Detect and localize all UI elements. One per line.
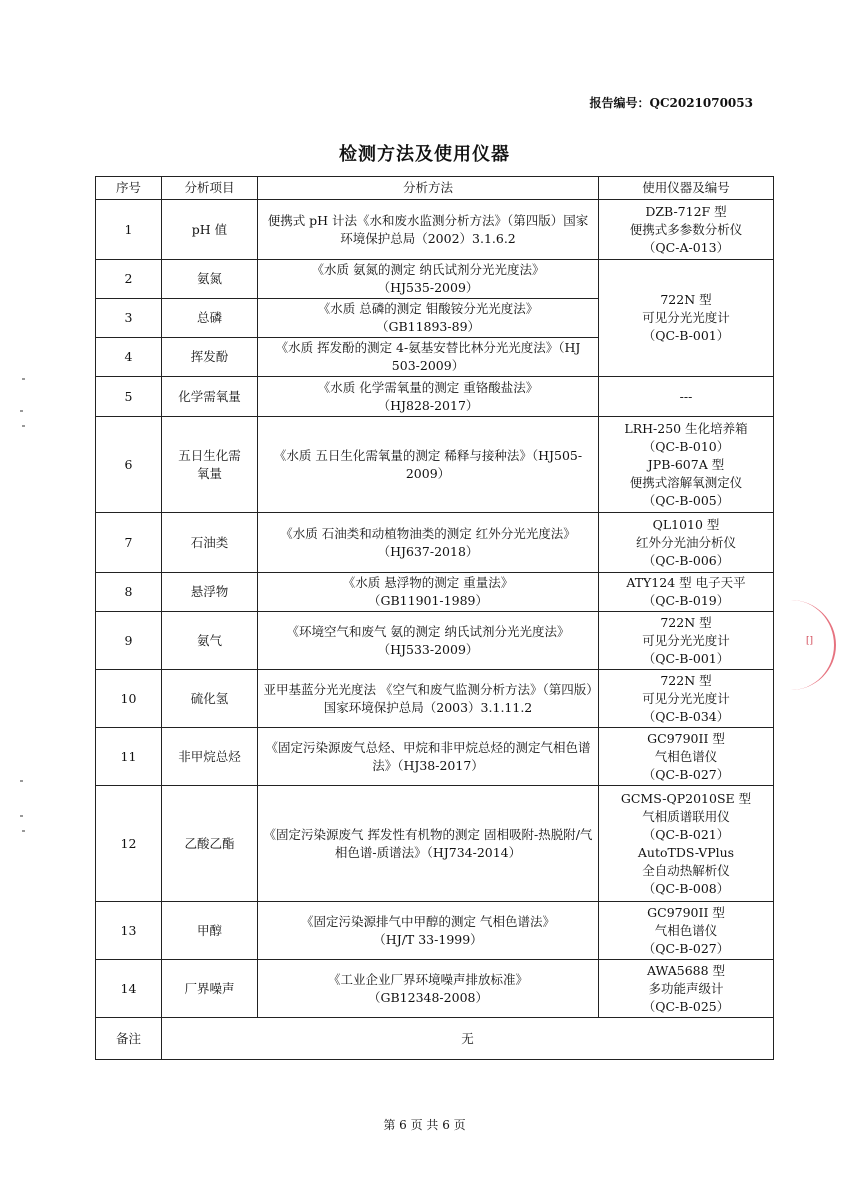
- table-row: [96, 260, 774, 299]
- report-number: 报告编号：QC2021070053: [589, 96, 753, 110]
- row-method: 《固定污染源废气 挥发性有机物的测定 固相吸附-热脱附/气相色谱-质谱法》（HJ734-2014）: [258, 786, 599, 902]
- row-method: 《水质 化学需氧量的测定 重铬酸盐法》 （HJ828-2017）: [258, 377, 599, 417]
- row-no: 9: [96, 612, 162, 670]
- row-item: 悬浮物: [162, 573, 258, 612]
- row-item: 非甲烷总烃: [162, 728, 258, 786]
- row-instrument: 722N 型 可见分光光度计 （QC-B-034）: [599, 670, 774, 728]
- row-method: 《水质 挥发酚的测定 4-氨基安替比林分光光度法》（HJ 503-2009）: [258, 338, 599, 377]
- table-row: [96, 200, 774, 260]
- row-instrument: 722N 型 可见分光光度计 （QC-B-001）: [599, 612, 774, 670]
- row-no: 13: [96, 902, 162, 960]
- row-no: 3: [96, 299, 162, 338]
- row-item: pH 值: [162, 200, 258, 260]
- table-row: [96, 670, 774, 728]
- table-row: [96, 612, 774, 670]
- table-row: [96, 902, 774, 960]
- row-item: 氨气: [162, 612, 258, 670]
- row-instrument: 722N 型 可见分光光度计 （QC-B-001）: [599, 260, 774, 377]
- scan-speck: [20, 780, 23, 782]
- row-instrument: ---: [599, 377, 774, 417]
- row-item: 五日生化需 氧量: [162, 417, 258, 513]
- remark-value: 无: [162, 1018, 774, 1060]
- scan-speck: [20, 410, 23, 412]
- seal-stamp-mark: []: [806, 636, 814, 646]
- table-header-row: [96, 177, 774, 200]
- header-method: 分析方法: [258, 177, 599, 200]
- row-instrument: GC9790II 型 气相色谱仪 （QC-B-027）: [599, 728, 774, 786]
- row-instrument: GCMS-QP2010SE 型 气相质谱联用仪 （QC-B-021） AutoTDS-VPlus 全自动热解析仪 （QC-B-008）: [599, 786, 774, 902]
- row-instrument: LRH-250 生化培养箱 （QC-B-010） JPB-607A 型 便携式溶解氧测定仪 （QC-B-005）: [599, 417, 774, 513]
- row-method: 《环境空气和废气 氨的测定 纳氏试剂分光光度法》（HJ533-2009）: [258, 612, 599, 670]
- scan-speck: [22, 830, 25, 832]
- row-no: 10: [96, 670, 162, 728]
- row-no: 2: [96, 260, 162, 299]
- row-method: 《水质 五日生化需氧量的测定 稀释与接种法》（HJ505-2009）: [258, 417, 599, 513]
- header-no: 序号: [96, 177, 162, 200]
- table-row: [96, 786, 774, 902]
- header-instrument: 使用仪器及编号: [599, 177, 774, 200]
- row-no: 8: [96, 573, 162, 612]
- row-item: 化学需氧量: [162, 377, 258, 417]
- row-method: 《固定污染源废气总烃、甲烷和非甲烷总烃的测定气相色谱法》（HJ38-2017）: [258, 728, 599, 786]
- scan-speck: [20, 815, 23, 817]
- row-no: 4: [96, 338, 162, 377]
- row-method: 亚甲基蓝分光光度法 《空气和废气监测分析方法》（第四版）国家环境保护总局（2003）3.1.11.2: [258, 670, 599, 728]
- row-method: 《水质 总磷的测定 钼酸铵分光光度法》 （GB11893-89）: [258, 299, 599, 338]
- row-method: 《固定污染源排气中甲醇的测定 气相色谱法》 （HJ/T 33-1999）: [258, 902, 599, 960]
- row-method: 《水质 氨氮的测定 纳氏试剂分光光度法》 （HJ535-2009）: [258, 260, 599, 299]
- row-instrument: AWA5688 型 多功能声级计 （QC-B-025）: [599, 960, 774, 1018]
- table-row: [96, 417, 774, 513]
- row-instrument: DZB-712F 型 便携式多参数分析仪 （QC-A-013）: [599, 200, 774, 260]
- row-no: 5: [96, 377, 162, 417]
- remark-row: [96, 1018, 774, 1060]
- row-item: 挥发酚: [162, 338, 258, 377]
- row-instrument: ATY124 型 电子天平 （QC-B-019）: [599, 573, 774, 612]
- row-item: 乙酸乙酯: [162, 786, 258, 902]
- row-no: 1: [96, 200, 162, 260]
- row-item: 石油类: [162, 513, 258, 573]
- row-no: 6: [96, 417, 162, 513]
- scan-speck: [22, 378, 25, 380]
- row-item: 甲醇: [162, 902, 258, 960]
- row-item: 厂界噪声: [162, 960, 258, 1018]
- page-title: 检测方法及使用仪器: [339, 144, 510, 165]
- row-method: 《水质 石油类和动植物油类的测定 红外分光光度法》（HJ637-2018）: [258, 513, 599, 573]
- table-row: [96, 573, 774, 612]
- remark-label: 备注: [96, 1018, 162, 1060]
- row-no: 11: [96, 728, 162, 786]
- row-item: 氨氮: [162, 260, 258, 299]
- row-method: 便携式 pH 计法《水和废水监测分析方法》（第四版）国家环境保护总局（2002）3.1.6.2: [258, 200, 599, 260]
- table-row: [96, 960, 774, 1018]
- row-instrument: GC9790II 型 气相色谱仪 （QC-B-027）: [599, 902, 774, 960]
- scan-speck: [22, 425, 25, 427]
- header-item: 分析项目: [162, 177, 258, 200]
- row-item: 总磷: [162, 299, 258, 338]
- row-item: 硫化氢: [162, 670, 258, 728]
- table-row: [96, 513, 774, 573]
- row-method: 《水质 悬浮物的测定 重量法》 （GB11901-1989）: [258, 573, 599, 612]
- row-instrument: QL1010 型 红外分光油分析仪 （QC-B-006）: [599, 513, 774, 573]
- table-row: [96, 377, 774, 417]
- methods-table: [95, 176, 774, 1060]
- row-no: 7: [96, 513, 162, 573]
- table-row: [96, 728, 774, 786]
- page-footer: 第 6 页 共 6 页: [383, 1118, 466, 1132]
- row-no: 14: [96, 960, 162, 1018]
- row-method: 《工业企业厂界环境噪声排放标准》 （GB12348-2008）: [258, 960, 599, 1018]
- row-no: 12: [96, 786, 162, 902]
